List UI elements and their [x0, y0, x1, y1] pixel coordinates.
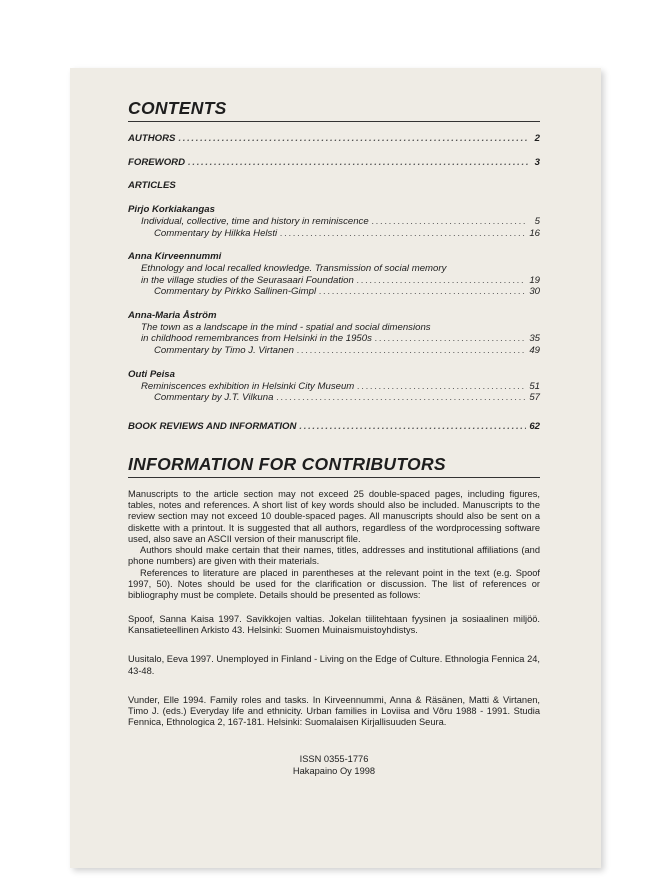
dot-leader: [188, 157, 528, 169]
dot-leader: [280, 228, 526, 240]
dot-leader: [319, 286, 526, 298]
toc-page-number: 57: [529, 392, 540, 404]
toc-page-number: 16: [529, 227, 540, 239]
article-commentary: [128, 392, 540, 404]
issn-number: ISSN 0355-1776: [299, 753, 369, 764]
toc-page-number: 51: [529, 380, 540, 392]
article-author: Anna-Maria Åström: [128, 310, 217, 322]
toc-entry-authors: [128, 133, 540, 145]
article-title-text: Individual, collective, time and history in reminiscence: [141, 215, 369, 227]
dot-leader: [297, 345, 526, 357]
article-title-line: Ethnology and local recalled knowledge. Transmission of social memory: [141, 262, 447, 274]
toc-entry-foreword: [128, 157, 540, 169]
toc-page-number: 5: [534, 215, 540, 227]
article-commentary: [128, 345, 540, 357]
toc-article: [128, 204, 540, 239]
article-title: [128, 216, 540, 228]
toc-article: [128, 310, 540, 357]
toc-article: [128, 369, 540, 404]
article-author: Anna Kirveennummi: [128, 251, 222, 263]
dot-leader: [276, 392, 526, 404]
info-paragraph: Authors should make certain that their names, titles, addresses and institutional affiliations (and phone numbers) are given with their materials.: [128, 545, 540, 567]
article-title: [128, 275, 540, 287]
toc-entry-book-reviews: [128, 421, 540, 433]
toc-article: [128, 251, 540, 298]
imprint: [128, 753, 540, 777]
article-title-line: The town as a landscape in the mind - spatial and social dimensions: [141, 321, 431, 333]
reference-example: Vunder, Elle 1994. Family roles and tasks. In Kirveennummi, Anna & Räsänen, Matti & Virtanen, Timo J. (eds.) Everyday life and ethnicity. Urban families in Loviisa and Võru 1988 - 1991. Studia Fennica, Ethnologica 2, 167-181. Helsinki: Suomalaisen Kirjallisuuden Seura.: [128, 694, 540, 728]
toc-page-number: 62: [529, 420, 540, 432]
toc-label: BOOK REVIEWS AND INFORMATION: [128, 420, 297, 432]
article-author: Outi Peisa: [128, 368, 175, 380]
printer-info: Hakapaino Oy 1998: [292, 765, 376, 776]
information-heading: INFORMATION FOR CONTRIBUTORS: [128, 454, 540, 478]
reference-example: Uusitalo, Eeva 1997. Unemployed in Finland - Living on the Edge of Culture. Ethnologia Fennica 24, 43-48.: [128, 654, 540, 676]
info-paragraph: Manuscripts to the article section may not exceed 25 double-spaced pages, including figures, tables, notes and references. A short list of key words should also be included. Manuscripts to the review section may not exceed 10 double-spaced pages. All manuscripts should also be sent on a diskette with a printout. It is suggested that all authors, regardless of the wordprocessing software used, also save an ASCII version of their manuscript file.: [128, 488, 540, 544]
article-commentary: [128, 228, 540, 240]
dot-leader: [357, 381, 526, 393]
article-author: Pirjo Korkiakangas: [128, 204, 215, 216]
dot-leader: [178, 133, 528, 145]
dot-leader: [357, 275, 527, 287]
toc-page-number: 35: [529, 333, 540, 345]
toc-page-number: 30: [529, 286, 540, 298]
reference-example: Spoof, Sanna Kaisa 1997. Savikkojen valtias. Jokelan tiilitehtaan fyysinen ja sosiaalinen miljöö. Kansatieteellinen Arkisto 43. Helsinki: Suomen Muinaismuistoyhdistys.: [128, 613, 540, 635]
articles-label: ARTICLES: [128, 180, 176, 192]
article-title-text: in the village studies of the Seurasaari Foundation: [141, 274, 354, 286]
dot-leader: [299, 421, 526, 433]
page-content: [128, 98, 540, 777]
toc-page-number: 49: [529, 345, 540, 357]
commentary-text: Commentary by Hilkka Helsti: [154, 227, 278, 239]
table-of-contents: [128, 133, 540, 433]
information-body: [128, 489, 540, 729]
dot-leader: [375, 333, 526, 345]
toc-page-number: 2: [534, 133, 540, 144]
article-title-text: Reminiscences exhibition in Helsinki City Museum: [141, 380, 355, 392]
article-commentary: [128, 286, 540, 298]
book-back-cover: [70, 68, 601, 868]
commentary-text: Commentary by Timo J. Virtanen: [154, 345, 294, 357]
toc-label: FOREWORD: [128, 156, 186, 168]
commentary-text: Commentary by Pirkko Sallinen-Gimpl: [154, 286, 317, 298]
article-title: [128, 333, 540, 345]
article-title: [128, 381, 540, 393]
info-paragraph: References to literature are placed in parentheses at the relevant point in the text (e.g. Spoof 1997, 50). Notes should be used for the clarification or discussion. The list of references or bibliography must be complete. Details should be presented as follows:: [128, 567, 540, 601]
commentary-text: Commentary by J.T. Vilkuna: [154, 392, 274, 404]
toc-page-number: 19: [529, 274, 540, 286]
article-title-text: in childhood remembrances from Helsinki in the 1950s: [141, 333, 372, 345]
dot-leader: [372, 216, 528, 228]
toc-page-number: 3: [534, 156, 540, 168]
contents-heading: CONTENTS: [128, 98, 540, 122]
toc-label: AUTHORS: [128, 133, 176, 144]
